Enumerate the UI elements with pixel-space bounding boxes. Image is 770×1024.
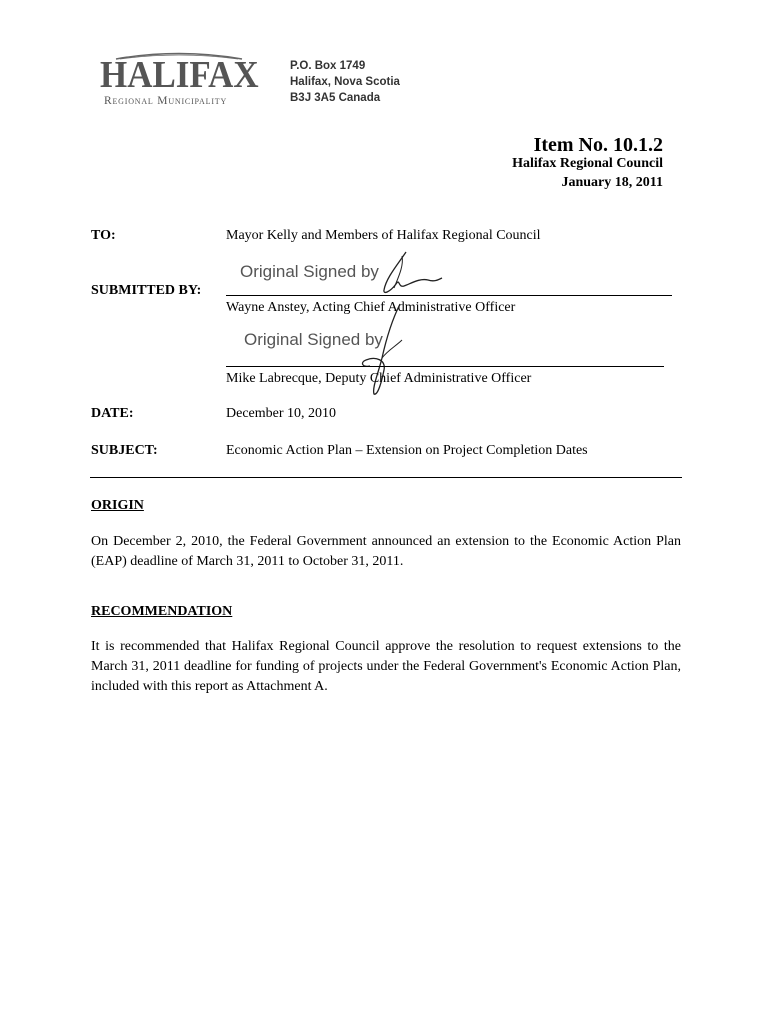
signature-line <box>226 295 672 296</box>
to-label: TO: <box>91 228 116 243</box>
signature-line <box>226 366 664 367</box>
date-value: December 10, 2010 <box>226 406 337 421</box>
original-signed-stamp: Original Signed by <box>244 330 383 349</box>
logo-wordmark: HALIFAX <box>100 54 259 96</box>
address-line: P.O. Box 1749 <box>290 60 366 72</box>
original-signed-stamp: Original Signed by <box>240 262 379 281</box>
date-label: DATE: <box>91 406 134 421</box>
origin-paragraph: On December 2, 2010, the Federal Government announced an extension to the Economic Action Plan (EAP) deadline of March 31, 2011 to October 31, 2011. <box>91 534 681 569</box>
signatory-2-name: Mike Labrecque, Deputy Chief Administrative Officer <box>226 371 532 386</box>
meeting-date: January 18, 2011 <box>561 175 663 190</box>
signatory-1-name: Wayne Anstey, Acting Chief Administrative Officer <box>226 300 516 315</box>
signature-1 <box>368 248 448 298</box>
mailing-address <box>290 58 400 106</box>
logo-subtitle: Regional Municipality <box>104 95 228 107</box>
section-divider <box>90 477 682 478</box>
to-value: Mayor Kelly and Members of Halifax Regional Council <box>226 228 541 243</box>
address-line: B3J 3A5 Canada <box>290 92 381 104</box>
submitted-by-label: SUBMITTED BY: <box>91 283 202 298</box>
council-name: Halifax Regional Council <box>512 156 663 171</box>
subject-value: Economic Action Plan – Extension on Project Completion Dates <box>226 443 588 458</box>
origin-heading: ORIGIN <box>91 498 144 513</box>
recommendation-heading: RECOMMENDATION <box>91 604 233 619</box>
subject-label: SUBJECT: <box>91 443 158 458</box>
recommendation-paragraph: It is recommended that Halifax Regional Council approve the resolution to request extensions to the March 31, 2011 deadline for funding of projects under the Federal Government's Economic Action Plan, included with this report as Attachment A. <box>91 639 681 694</box>
halifax-logo <box>100 50 260 110</box>
item-number: Item No. 10.1.2 <box>533 134 663 156</box>
address-line: Halifax, Nova Scotia <box>290 76 400 88</box>
